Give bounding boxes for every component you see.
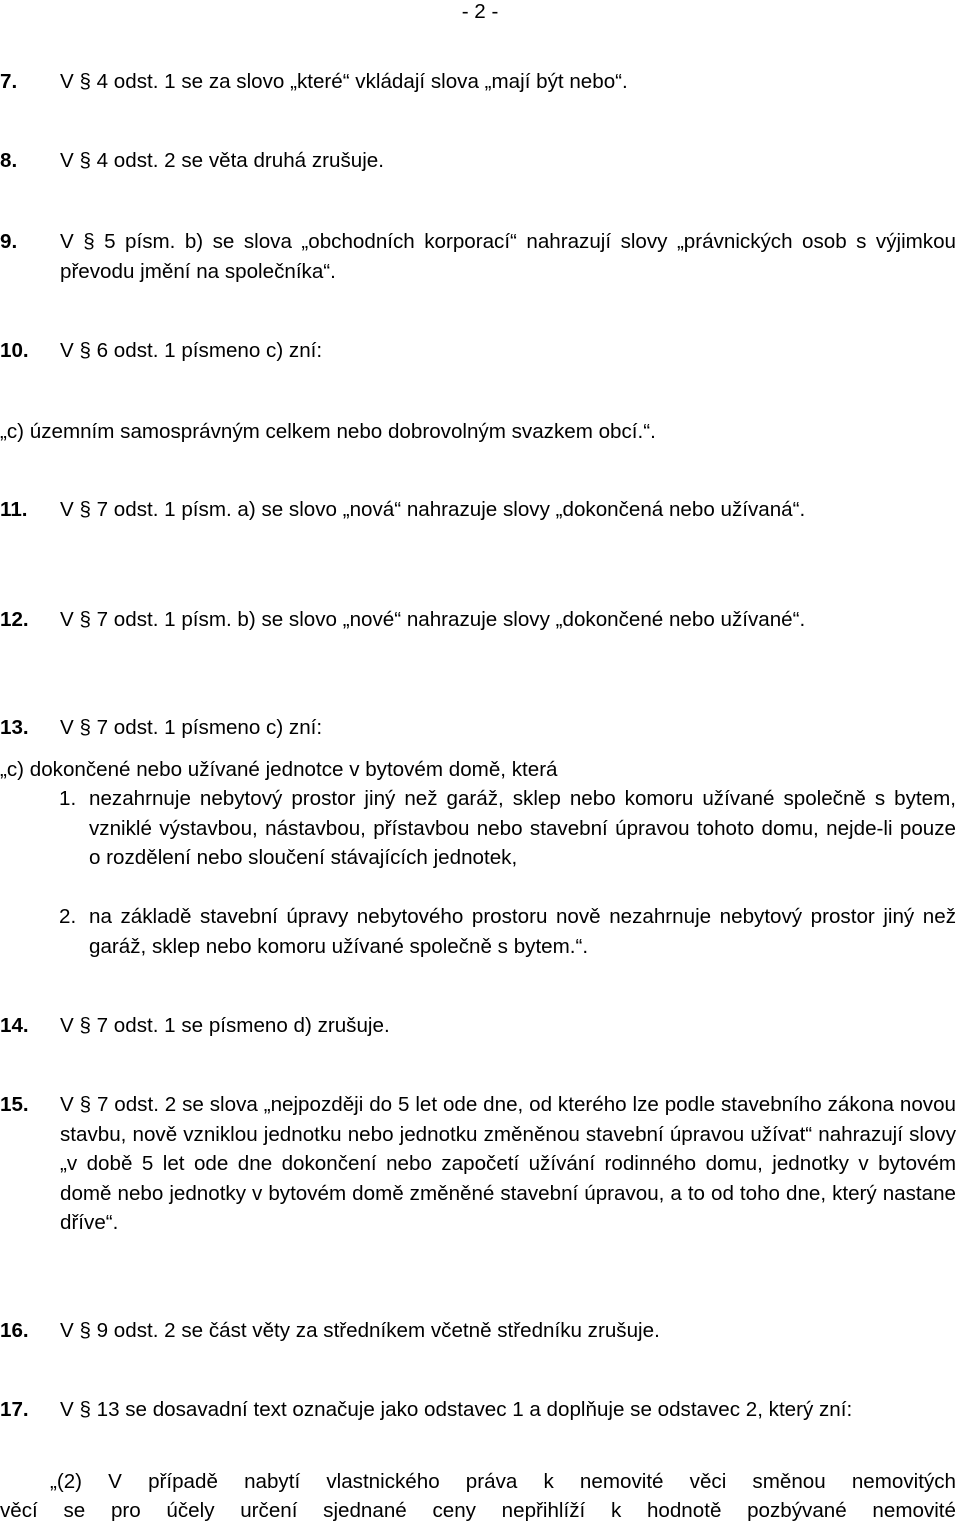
- page-number: - 2 -: [461, 0, 499, 23]
- point-number: 2.: [59, 905, 77, 928]
- point-number: 1.: [59, 787, 77, 810]
- quote-line-2-item-17: věcí se pro účely určení sjednané ceny nepřihlíží k hodnotě pozbývané nemovité: [0, 1499, 956, 1522]
- quote-item-10: „c) územním samosprávným celkem nebo dobrovolným svazkem obcí.“.: [0, 420, 656, 443]
- item-text: V § 7 odst. 1 písm. b) se slovo „nové“ nahrazuje slovy „dokončené nebo užívané“.: [60, 608, 806, 631]
- amendment-item-9: [0, 227, 960, 286]
- amendment-item-7: [0, 67, 960, 97]
- amendment-item-13: [0, 713, 960, 743]
- item-number: 12.: [0, 608, 29, 631]
- quote-line-1-item-17: „(2) V případě nabytí vlastnického práva k nemovité věci směnou nemovitých: [50, 1470, 956, 1493]
- item-text: V § 7 odst. 1 písm. a) se slovo „nová“ nahrazuje slovy „dokončená nebo užívaná“.: [60, 498, 806, 521]
- amendment-item-14: [0, 1011, 960, 1041]
- point-text: nezahrnuje nebytový prostor jiný než garáž, sklep nebo komoru užívané společně s bytem, vzniklé výstavbou, nástavbou, přístavbou nebo stavební úpravou tohoto domu, nejde-li pouze o rozdělení nebo sloučení stávajících jednotek,: [89, 787, 956, 869]
- item-number: 11.: [0, 498, 28, 521]
- item-text: V § 4 odst. 2 se věta druhá zrušuje.: [60, 149, 384, 172]
- item-number: 9.: [0, 230, 18, 253]
- quote-intro-item-13: „c) dokončené nebo užívané jednotce v bytovém domě, která: [0, 758, 558, 781]
- amendment-item-11: [0, 495, 960, 525]
- item-text: V § 13 se dosavadní text označuje jako odstavec 1 a doplňuje se odstavec 2, který zní:: [60, 1398, 853, 1421]
- amendment-item-16: [0, 1316, 960, 1346]
- quote-point-2: [0, 902, 960, 961]
- item-text: V § 5 písm. b) se slova „obchodních korporací“ nahrazují slovy „právnických osob s výjimkou převodu jmění na společníka“.: [60, 230, 956, 283]
- item-text: V § 6 odst. 1 písmeno c) zní:: [60, 339, 323, 362]
- item-text: V § 7 odst. 1 se písmeno d) zrušuje.: [60, 1014, 390, 1037]
- item-text: V § 9 odst. 2 se část věty za středníkem včetně středníku zrušuje.: [60, 1319, 660, 1342]
- item-text: V § 4 odst. 1 se za slovo „které“ vkládají slova „mají být nebo“.: [60, 70, 628, 93]
- item-text: V § 7 odst. 1 písmeno c) zní:: [60, 716, 323, 739]
- item-number: 14.: [0, 1014, 29, 1037]
- amendment-item-15: [0, 1090, 960, 1238]
- item-number: 7.: [0, 70, 18, 93]
- amendment-item-10: [0, 336, 960, 366]
- amendment-item-8: [0, 146, 960, 176]
- item-text: V § 7 odst. 2 se slova „nejpozději do 5 let ode dne, od kterého lze podle stavebního zákona novou stavbu, nově vzniklou jednotku nebo jednotku změněnou stavební úpravou užívat“ nahrazují slovy „v době 5 let ode dne dokončení nebo započetí užívání rodinného domu, jednotky v bytovém domě nebo jednotky v bytovém domě změněné stavební úpravou, a to od toho dne, který nastane dříve“.: [60, 1093, 956, 1234]
- item-number: 10.: [0, 339, 29, 362]
- item-number: 15.: [0, 1093, 29, 1116]
- point-text: na základě stavební úpravy nebytového prostoru nově nezahrnuje nebytový prostor jiný než garáž, sklep nebo komoru užívané společně s bytem.“.: [89, 905, 956, 958]
- item-number: 17.: [0, 1398, 29, 1421]
- quote-point-1: [0, 784, 960, 873]
- amendment-item-17: [0, 1395, 960, 1425]
- item-number: 13.: [0, 716, 29, 739]
- item-number: 8.: [0, 149, 18, 172]
- amendment-item-12: [0, 605, 960, 635]
- item-number: 16.: [0, 1319, 29, 1342]
